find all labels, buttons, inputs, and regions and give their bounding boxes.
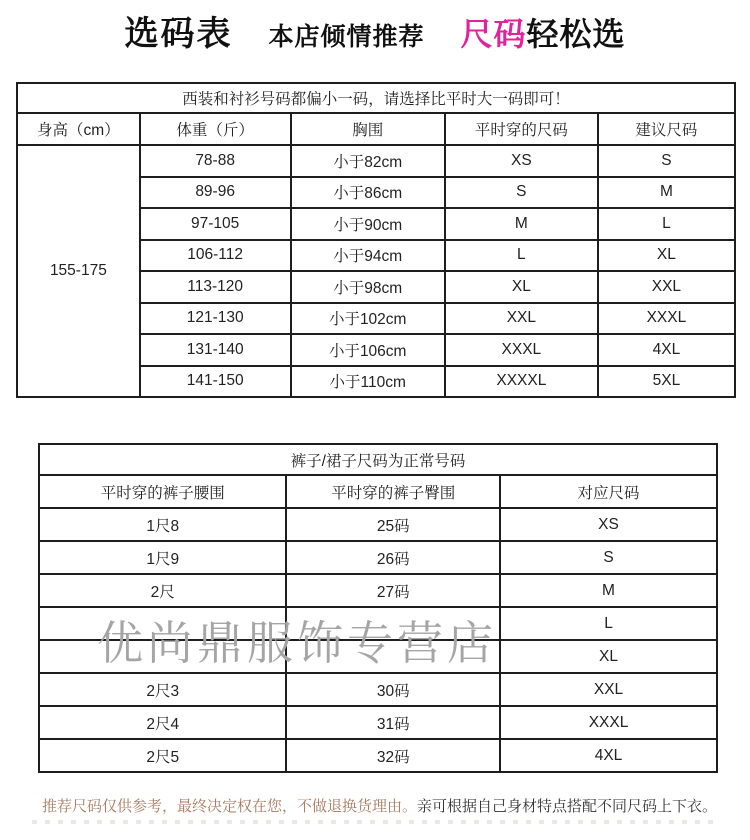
height-range-cell: 155-175 xyxy=(17,145,140,397)
table-cell: M xyxy=(598,177,735,209)
pants-skirt-size-table xyxy=(38,443,718,773)
table-cell: 31码 xyxy=(286,706,500,739)
col-header-usual-size: 平时穿的尺码 xyxy=(445,113,598,145)
table-cell: L xyxy=(445,240,598,272)
table-cell: XS xyxy=(445,145,598,177)
suit-shirt-size-table xyxy=(16,82,736,398)
store-watermark: 优尚鼎服饰专营店 xyxy=(97,616,497,670)
table-cell: 小于94cm xyxy=(291,240,445,272)
title-main: 选码表 xyxy=(124,15,233,53)
col-header-weight: 体重（斤） xyxy=(140,113,291,145)
table-row xyxy=(17,145,735,177)
table-cell: 32码 xyxy=(286,739,500,772)
table-cell: 97-105 xyxy=(140,208,291,240)
col-header-suggested-size: 建议尺码 xyxy=(598,113,735,145)
table-cell: 小于98cm xyxy=(291,271,445,303)
table-cell: 131-140 xyxy=(140,334,291,366)
col-header-height: 身高（cm） xyxy=(17,113,140,145)
table-cell: S xyxy=(445,177,598,209)
title-tail-word: 轻松选 xyxy=(526,16,626,52)
table-cell: XXL xyxy=(445,303,598,335)
title-subtitle: 本店倾情推荐 xyxy=(268,23,425,51)
table-cell: S xyxy=(500,541,717,574)
footer-note xyxy=(42,796,732,818)
table-cell-obscured xyxy=(39,607,286,640)
table-row xyxy=(39,706,717,739)
table-row xyxy=(39,508,717,541)
table-row xyxy=(39,574,717,607)
table-cell: 小于86cm xyxy=(291,177,445,209)
table-cell: M xyxy=(500,574,717,607)
table-cell: L xyxy=(598,208,735,240)
footer-note-highlight: 推荐尺码仅供参考，最终决定权在您，不做退换货理由。 xyxy=(42,798,418,815)
table-cell: XXXXL xyxy=(445,366,598,398)
table-row xyxy=(39,607,717,640)
table-cell: 2尺5 xyxy=(39,739,286,772)
table-cell: 小于102cm xyxy=(291,303,445,335)
table-cell: 小于106cm xyxy=(291,334,445,366)
table-banner: 西装和衬衫号码都偏小一码，请选择比平时大一码即可！ xyxy=(17,83,735,113)
table-cell-obscured xyxy=(286,607,500,640)
col-header-hip: 平时穿的裤子臀围 xyxy=(286,475,500,508)
table-cell: L xyxy=(500,607,717,640)
footer-note-normal: 亲可根据自己身材特点搭配不同尺码上下衣。 xyxy=(417,798,718,815)
table-cell: 121-130 xyxy=(140,303,291,335)
table-cell: XS xyxy=(500,508,717,541)
table-cell: XL xyxy=(500,640,717,673)
cutoff-text-residue xyxy=(32,820,720,824)
table-cell: 5XL xyxy=(598,366,735,398)
title-accent-group xyxy=(460,9,625,55)
table-cell: S xyxy=(598,145,735,177)
table-cell: 27码 xyxy=(286,574,500,607)
table-cell: 89-96 xyxy=(140,177,291,209)
table-cell: 2尺4 xyxy=(39,706,286,739)
table-header-row xyxy=(17,113,735,145)
table-cell: XL xyxy=(598,240,735,272)
table-cell-obscured xyxy=(39,640,286,673)
table-cell: XL xyxy=(445,271,598,303)
table-cell: 1尺8 xyxy=(39,508,286,541)
title-accent-word: 尺码 xyxy=(460,16,527,52)
table-header-row xyxy=(39,475,717,508)
table-cell: 30码 xyxy=(286,673,500,706)
table-cell: 26码 xyxy=(286,541,500,574)
table-banner-row xyxy=(39,444,717,475)
table-cell: 4XL xyxy=(598,334,735,366)
table-cell: 2尺3 xyxy=(39,673,286,706)
table-cell: 106-112 xyxy=(140,240,291,272)
table-cell: XXXL xyxy=(445,334,598,366)
table-cell: XXXL xyxy=(598,303,735,335)
table-banner: 裤子/裙子尺码为正常号码 xyxy=(39,444,717,475)
table-cell: XXL xyxy=(500,673,717,706)
table-cell: XXL xyxy=(598,271,735,303)
table-cell: 小于90cm xyxy=(291,208,445,240)
table-cell: 小于110cm xyxy=(291,366,445,398)
table-cell: M xyxy=(445,208,598,240)
col-header-chest: 胸围 xyxy=(291,113,445,145)
table-cell: XXXL xyxy=(500,706,717,739)
table-row xyxy=(39,739,717,772)
table-cell: 113-120 xyxy=(140,271,291,303)
table-cell: 4XL xyxy=(500,739,717,772)
col-header-waist: 平时穿的裤子腰围 xyxy=(39,475,286,508)
table-cell: 25码 xyxy=(286,508,500,541)
table-cell: 141-150 xyxy=(140,366,291,398)
table-cell: 78-88 xyxy=(140,145,291,177)
col-header-size: 对应尺码 xyxy=(500,475,717,508)
table-cell-obscured xyxy=(286,640,500,673)
table-row xyxy=(39,673,717,706)
page-title xyxy=(0,6,750,55)
table-cell: 2尺 xyxy=(39,574,286,607)
table-row xyxy=(39,541,717,574)
table-cell: 小于82cm xyxy=(291,145,445,177)
table-banner-row xyxy=(17,83,735,113)
table-cell: 1尺9 xyxy=(39,541,286,574)
table-row xyxy=(39,640,717,673)
